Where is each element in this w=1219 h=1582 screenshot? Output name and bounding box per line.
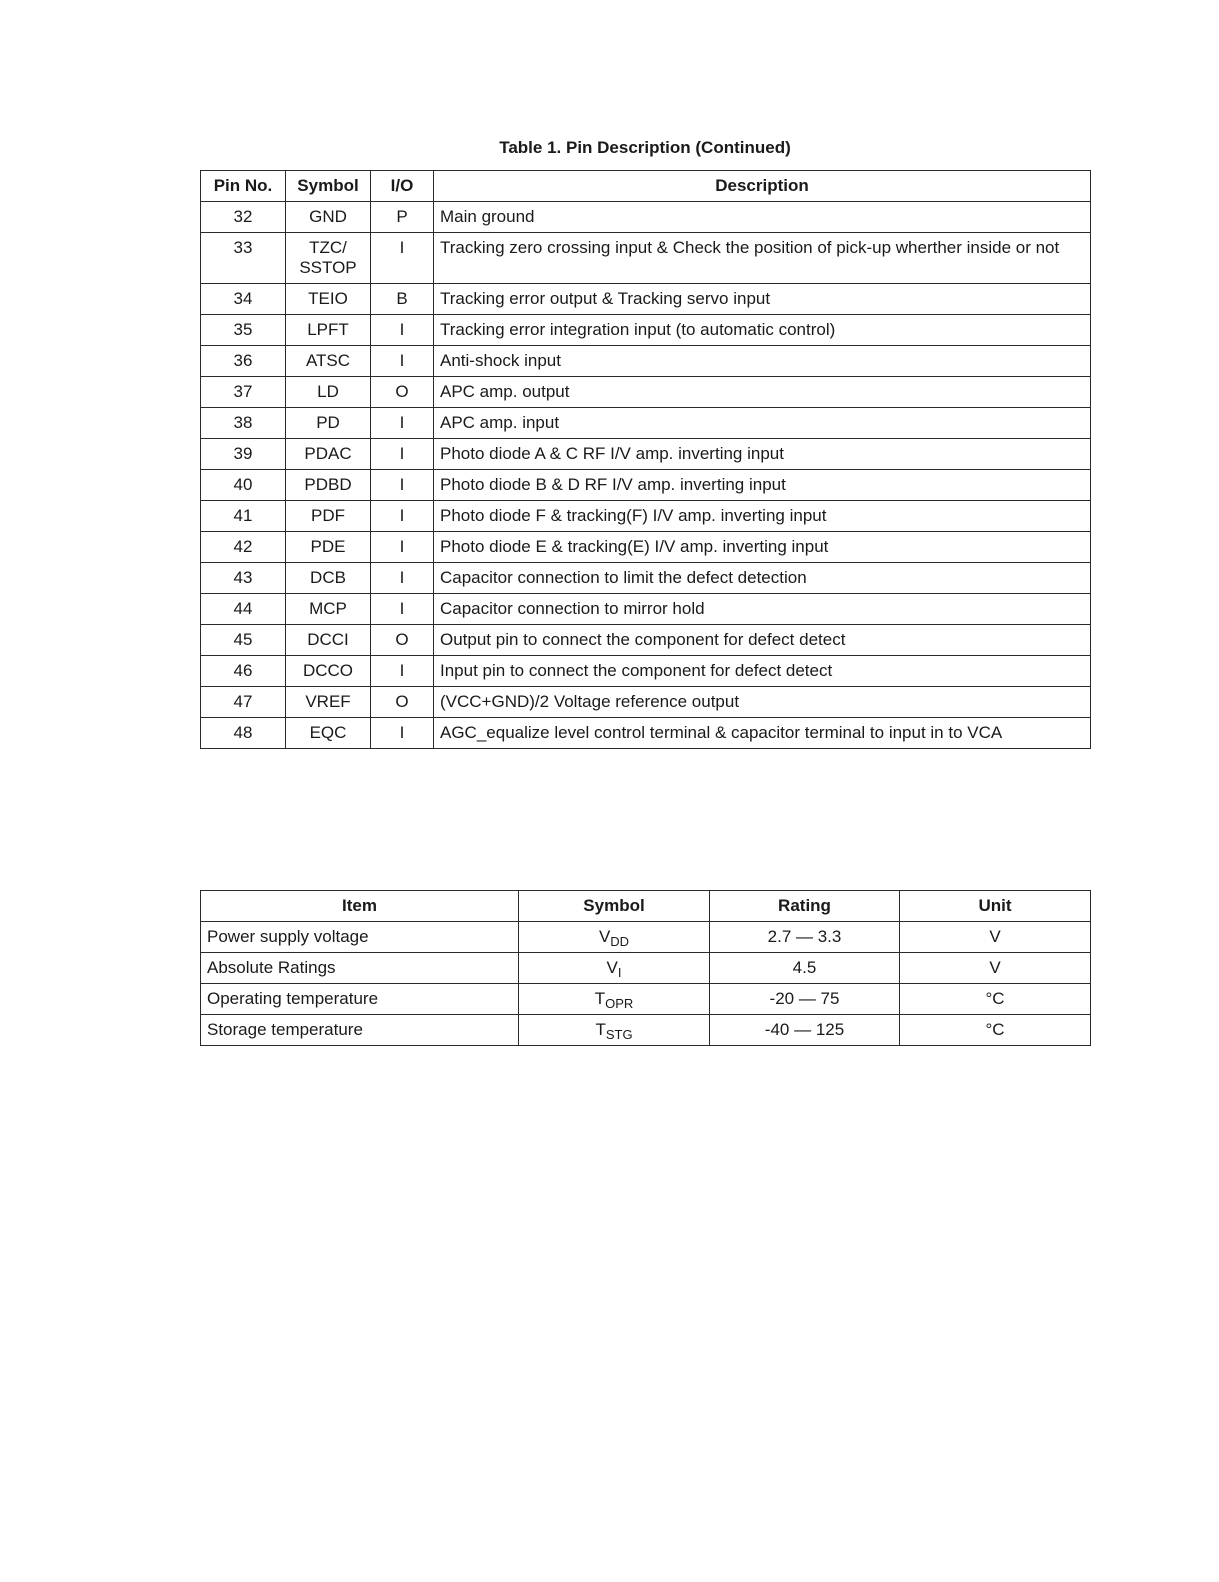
io-cell: I <box>371 233 434 284</box>
pin-number-cell: 36 <box>201 346 286 377</box>
symbol-cell: PDE <box>286 532 371 563</box>
description-cell: Photo diode F & tracking(F) I/V amp. inverting input <box>434 501 1091 532</box>
table-row <box>201 315 1091 346</box>
description-cell: Tracking zero crossing input & Check the position of pick-up wherther inside or not <box>434 233 1091 284</box>
table-row <box>201 501 1091 532</box>
pin-number-cell: 43 <box>201 563 286 594</box>
table-row <box>201 377 1091 408</box>
pin-number-cell: 45 <box>201 625 286 656</box>
description-cell: APC amp. output <box>434 377 1091 408</box>
table-row <box>201 984 1091 1015</box>
io-cell: I <box>371 532 434 563</box>
symbol-cell: TZC/ SSTOP <box>286 233 371 284</box>
symbol-main: V <box>598 927 611 946</box>
io-cell: I <box>371 470 434 501</box>
symbol-cell: PDBD <box>286 470 371 501</box>
table-row <box>201 953 1091 984</box>
symbol-cell: VREF <box>286 687 371 718</box>
table-row <box>201 625 1091 656</box>
table-row <box>201 718 1091 749</box>
description-cell: Tracking error integration input (to automatic control) <box>434 315 1091 346</box>
pin-number-cell: 47 <box>201 687 286 718</box>
table-row <box>201 408 1091 439</box>
table-row <box>201 563 1091 594</box>
table-row <box>201 687 1091 718</box>
symbol-subscript: OPR <box>605 996 634 1011</box>
symbol-main: T <box>595 1020 606 1039</box>
description-cell: Capacitor connection to mirror hold <box>434 594 1091 625</box>
table-row <box>201 346 1091 377</box>
item-cell: Absolute Ratings <box>201 953 519 984</box>
io-cell: I <box>371 315 434 346</box>
description-cell: Input pin to connect the component for defect detect <box>434 656 1091 687</box>
description-cell: (VCC+GND)/2 Voltage reference output <box>434 687 1091 718</box>
rating-cell: 4.5 <box>710 953 900 984</box>
io-cell: O <box>371 687 434 718</box>
column-header-rating: Rating <box>710 891 900 922</box>
table-header-row <box>201 171 1091 202</box>
pin-number-cell: 35 <box>201 315 286 346</box>
symbol-cell: LPFT <box>286 315 371 346</box>
table-row <box>201 1015 1091 1046</box>
unit-cell: V <box>900 953 1091 984</box>
io-cell: B <box>371 284 434 315</box>
symbol-cell: PD <box>286 408 371 439</box>
symbol-main: V <box>606 958 618 977</box>
rating-cell: -40 — 125 <box>710 1015 900 1046</box>
symbol-main: T <box>594 989 606 1008</box>
table-row <box>201 439 1091 470</box>
pin-number-cell: 40 <box>201 470 286 501</box>
pin-number-cell: 34 <box>201 284 286 315</box>
io-cell: I <box>371 501 434 532</box>
pin-number-cell: 37 <box>201 377 286 408</box>
pin-number-cell: 32 <box>201 202 286 233</box>
column-header-symbol: Symbol <box>286 171 371 202</box>
unit-cell: °C <box>900 984 1091 1015</box>
column-header-unit: Unit <box>900 891 1091 922</box>
table-row <box>201 284 1091 315</box>
description-cell: Photo diode B & D RF I/V amp. inverting input <box>434 470 1091 501</box>
pin-number-cell: 39 <box>201 439 286 470</box>
description-cell: Anti-shock input <box>434 346 1091 377</box>
symbol-cell: TEIO <box>286 284 371 315</box>
pin-number-cell: 38 <box>201 408 286 439</box>
symbol-cell: PDF <box>286 501 371 532</box>
description-cell: Capacitor connection to limit the defect detection <box>434 563 1091 594</box>
io-cell: I <box>371 439 434 470</box>
symbol-subscript: I <box>617 965 622 980</box>
item-cell: Power supply voltage <box>201 922 519 953</box>
item-cell: Storage temperature <box>201 1015 519 1046</box>
symbol-cell <box>519 1015 710 1046</box>
table-row <box>201 922 1091 953</box>
table-row <box>201 532 1091 563</box>
table-row <box>201 202 1091 233</box>
symbol-cell: EQC <box>286 718 371 749</box>
io-cell: O <box>371 377 434 408</box>
absolute-ratings-table <box>200 890 1091 1046</box>
symbol-subscript: DD <box>610 934 630 949</box>
unit-cell: °C <box>900 1015 1091 1046</box>
io-cell: O <box>371 625 434 656</box>
symbol-cell: GND <box>286 202 371 233</box>
symbol-cell: DCB <box>286 563 371 594</box>
pin-number-cell: 42 <box>201 532 286 563</box>
symbol-cell: DCCO <box>286 656 371 687</box>
table-row <box>201 233 1091 284</box>
pin-number-cell: 46 <box>201 656 286 687</box>
table-row <box>201 594 1091 625</box>
description-cell: APC amp. input <box>434 408 1091 439</box>
table-header-row <box>201 891 1091 922</box>
pin-number-cell: 41 <box>201 501 286 532</box>
io-cell: I <box>371 594 434 625</box>
io-cell: P <box>371 202 434 233</box>
description-cell: Photo diode E & tracking(E) I/V amp. inverting input <box>434 532 1091 563</box>
table-row <box>201 656 1091 687</box>
symbol-cell: PDAC <box>286 439 371 470</box>
pin-number-cell: 33 <box>201 233 286 284</box>
description-cell: Main ground <box>434 202 1091 233</box>
column-header-description: Description <box>434 171 1091 202</box>
description-cell: Photo diode A & C RF I/V amp. inverting input <box>434 439 1091 470</box>
pin-description-table <box>200 170 1091 749</box>
column-header-symbol: Symbol <box>519 891 710 922</box>
rating-cell: -20 — 75 <box>710 984 900 1015</box>
pin-number-cell: 48 <box>201 718 286 749</box>
unit-cell: V <box>900 922 1091 953</box>
table-row <box>201 470 1091 501</box>
io-cell: I <box>371 718 434 749</box>
symbol-cell: DCCI <box>286 625 371 656</box>
column-header-item: Item <box>201 891 519 922</box>
description-cell: Output pin to connect the component for defect detect <box>434 625 1091 656</box>
io-cell: I <box>371 408 434 439</box>
pin-number-cell: 44 <box>201 594 286 625</box>
description-cell: AGC_equalize level control terminal & capacitor terminal to input in to VCA <box>434 718 1091 749</box>
description-cell: Tracking error output & Tracking servo input <box>434 284 1091 315</box>
io-cell: I <box>371 656 434 687</box>
io-cell: I <box>371 346 434 377</box>
table-caption: Table 1. Pin Description (Continued) <box>499 138 791 157</box>
symbol-cell <box>519 984 710 1015</box>
symbol-subscript: STG <box>605 1027 633 1042</box>
symbol-cell: LD <box>286 377 371 408</box>
io-cell: I <box>371 563 434 594</box>
symbol-cell <box>519 922 710 953</box>
rating-cell: 2.7 — 3.3 <box>710 922 900 953</box>
symbol-cell: MCP <box>286 594 371 625</box>
column-header-io: I/O <box>371 171 434 202</box>
column-header-pin-no: Pin No. <box>201 171 286 202</box>
symbol-cell: ATSC <box>286 346 371 377</box>
symbol-cell <box>519 953 710 984</box>
item-cell: Operating temperature <box>201 984 519 1015</box>
